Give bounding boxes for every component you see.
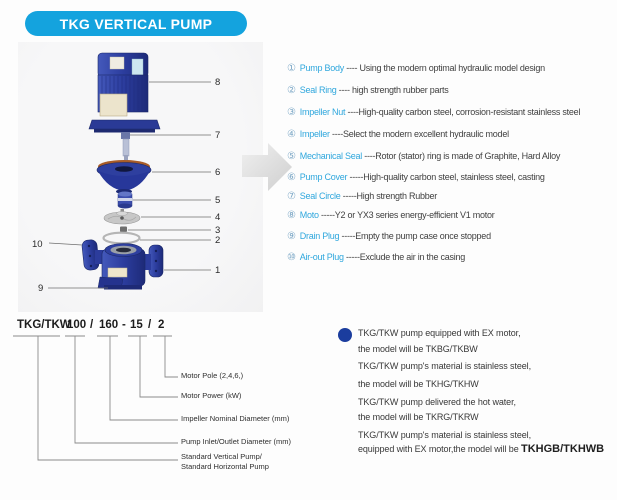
callout-label-4: 4	[215, 212, 221, 223]
part-description: -----Y2 or YX3 series energy-efficient V1 motor	[318, 210, 495, 220]
part-name: Seal Circle	[299, 191, 341, 201]
note-line: the model will be TKRG/TKRW	[358, 412, 479, 422]
note-line: TKG/TKW pump delivered the hot water,	[358, 397, 516, 407]
model-label-motor-power: Motor Power (kW)	[181, 391, 242, 400]
part-number-badge: ⑤	[287, 151, 296, 162]
model-code-impeller-diameter: 160	[99, 319, 119, 331]
part-description: -----Exclude the air in the casing	[343, 252, 466, 262]
model-label-motor-pole: Motor Pole (2,4,6,)	[181, 371, 244, 380]
part-name: Impeller	[299, 129, 330, 139]
right-block-arrow-icon	[242, 141, 294, 193]
part-number-badge: ④	[287, 129, 296, 140]
part-number-badge: ②	[287, 85, 296, 96]
note-line: the model will be TKHG/TKHW	[358, 379, 479, 389]
pump-diagram-svg	[18, 42, 263, 312]
callout-label-7: 7	[215, 130, 221, 141]
part-number-badge: ⑨	[287, 231, 296, 242]
callout-label-5: 5	[215, 195, 221, 206]
part-description: ----Rotor (stator) ring is made of Graphite, Hard Alloy	[362, 151, 561, 161]
mechanical-seal-illustration	[118, 192, 132, 209]
part-name: Moto	[299, 210, 319, 220]
part-description: -----High strength Rubber	[340, 191, 438, 201]
part-name: Seal Ring	[299, 85, 337, 95]
pump-body-illustration	[81, 239, 163, 289]
list-item	[287, 210, 494, 221]
bullet-dot-icon	[338, 328, 352, 342]
page-title: TKG VERTICAL PUMP	[59, 15, 213, 32]
list-item	[287, 172, 545, 183]
part-name: Drain Plug	[299, 231, 340, 241]
part-name: Impeller Nut	[299, 107, 346, 117]
model-label-pump-type-line1: Standard Vertical Pump/	[181, 452, 262, 461]
model-label-inlet-outlet: Pump Inlet/Outlet Diameter (mm)	[181, 437, 292, 446]
part-description: -----High-quality carbon steel, stainless steel, casting	[347, 172, 545, 182]
list-item	[287, 129, 509, 140]
note-line: TKG/TKW pump's material is stainless steel,	[358, 361, 531, 371]
model-code-motor-power: 15	[130, 319, 143, 331]
callout-label-2: 2	[215, 235, 221, 246]
model-code-series: TKG/TKW	[17, 319, 71, 331]
part-number-badge: ①	[287, 63, 296, 74]
pump-exploded-diagram	[18, 42, 263, 312]
model-label-pump-type	[181, 452, 269, 472]
list-item	[287, 151, 560, 162]
impeller-illustration	[104, 209, 140, 224]
model-code-separator: /	[90, 319, 94, 331]
part-number-badge: ⑩	[287, 252, 296, 263]
model-label-pump-type-line2: Standard Horizontal Pump	[181, 462, 269, 471]
part-description: ----High-quality carbon steel, corrosion-resistant stainless steel	[345, 107, 581, 117]
title-banner	[25, 11, 247, 36]
shaft-illustration	[121, 132, 130, 161]
note-line	[358, 443, 604, 455]
impeller-nut-illustration	[120, 227, 127, 233]
part-name: Mechanical Seal	[299, 151, 363, 161]
note-line-text: equipped with EX motor,the model will be	[358, 444, 521, 454]
model-code-connector-lines	[0, 300, 340, 500]
part-name: Pump Body	[299, 63, 344, 73]
part-number-badge: ⑧	[287, 210, 296, 221]
model-code-separator: /	[148, 319, 152, 331]
part-number-badge: ⑦	[287, 191, 296, 202]
model-label-impeller-diameter: Impeller Nominal Diameter (mm)	[181, 414, 290, 423]
part-description: ---- Using the modern optimal hydraulic model design	[344, 63, 545, 73]
part-description: -----Empty the pump case once stopped	[339, 231, 491, 241]
note-line: TKG/TKW pump's material is stainless steel,	[358, 430, 531, 440]
seal-ring-illustration	[104, 233, 140, 244]
list-item	[287, 191, 437, 202]
part-description: ----Select the modern excellent hydraulic model	[329, 129, 509, 139]
part-description: ---- high strength rubber parts	[336, 85, 449, 95]
part-number-badge: ⑥	[287, 172, 296, 183]
list-item	[287, 231, 491, 242]
part-name: Air-out Plug	[299, 252, 344, 262]
model-code-motor-pole: 2	[158, 319, 165, 331]
note-line: TKG/TKW pump equipped with EX motor,	[358, 328, 521, 338]
list-item	[287, 252, 465, 263]
callout-label-6: 6	[215, 167, 221, 178]
callout-label-10: 10	[32, 239, 43, 250]
model-code-inlet-diameter: 100	[67, 319, 87, 331]
part-number-badge: ③	[287, 107, 296, 118]
bold-model-code: TKHGB/TKHWB	[521, 443, 605, 455]
pump-cover-illustration	[97, 160, 151, 194]
note-line: the model will be TKBG/TKBW	[358, 344, 478, 354]
callout-label-8: 8	[215, 77, 221, 88]
model-code-separator: -	[122, 319, 126, 331]
callout-label-9: 9	[38, 283, 44, 294]
list-item	[287, 107, 580, 118]
list-item	[287, 85, 449, 96]
callout-label-3: 3	[215, 225, 221, 236]
part-name: Pump Cover	[299, 172, 348, 182]
list-item	[287, 63, 545, 74]
motor-illustration	[89, 53, 160, 133]
callout-label-1: 1	[215, 265, 221, 276]
